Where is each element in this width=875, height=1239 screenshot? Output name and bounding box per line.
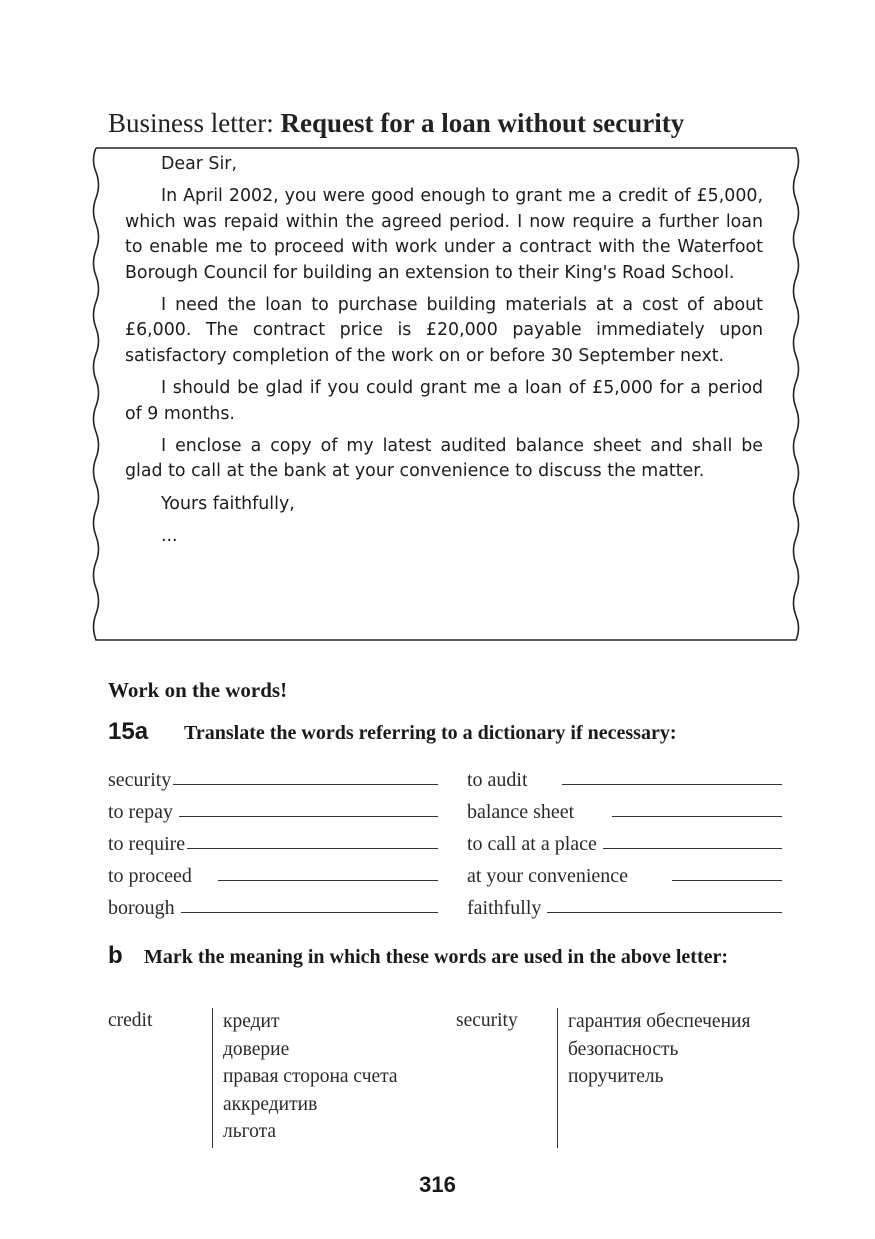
word-row <box>467 856 782 888</box>
meaning-list-credit <box>212 1008 398 1148</box>
answer-blank[interactable] <box>173 784 438 785</box>
answer-blank[interactable] <box>562 784 782 785</box>
exercise-instruction: Mark the meaning in which these words are used in the above letter: <box>144 946 729 968</box>
word-row <box>108 888 438 920</box>
work-section-title: Work on the words! <box>108 678 288 702</box>
word-term: to audit <box>467 769 528 791</box>
meaning-option[interactable]: безопасность <box>568 1038 679 1060</box>
letter-salutation: Dear Sir, <box>161 154 237 174</box>
term-credit: credit <box>108 1010 153 1031</box>
answer-blank[interactable] <box>181 912 438 913</box>
letter-paragraph: I should be glad if you could grant me a loan of £5,000 for a period of 9 months. <box>125 378 763 424</box>
answer-blank[interactable] <box>672 880 782 881</box>
page-title <box>108 108 808 139</box>
title-prefix: Business letter: <box>108 108 281 138</box>
answer-blank[interactable] <box>218 880 438 881</box>
answer-blank[interactable] <box>612 816 782 817</box>
word-term: to require <box>108 833 186 855</box>
meaning-option[interactable]: кредит <box>223 1011 280 1032</box>
word-term: to proceed <box>108 865 192 887</box>
letter-paragraph: I enclose a copy of my latest audited balance sheet and shall be glad to call at the bank at your convenience to discuss the matter. <box>125 436 763 482</box>
letter-paragraph: In April 2002, you were good enough to grant me a credit of £5,000, which was repaid within the agreed period. I now require a further loan to enable me to proceed with work under a contract with the Waterfoot Borough Council for building an extension to their King's Road School. <box>125 186 763 283</box>
letter-paragraph: I need the loan to purchase building materials at a cost of about £6,000. The contract price is £20,000 payable immediately upon satisfactory completion of the work on or before 30 September next. <box>125 295 763 366</box>
answer-blank[interactable] <box>179 816 438 817</box>
word-row <box>108 824 438 856</box>
answer-blank[interactable] <box>187 848 438 849</box>
meaning-option[interactable]: правая сторона счета <box>223 1066 398 1087</box>
word-row <box>467 888 782 920</box>
word-term: faithfully <box>467 897 542 919</box>
word-list-left <box>108 760 438 920</box>
meaning-option[interactable]: доверие <box>223 1038 290 1060</box>
exercise-letter: b <box>108 942 123 969</box>
word-list-right <box>467 760 782 920</box>
letter-body <box>125 152 763 557</box>
letter-closing: Yours faithfully, <box>161 493 295 514</box>
meaning-option[interactable]: поручитель <box>568 1066 664 1087</box>
term-security: security <box>456 1010 518 1031</box>
word-term: to call at a place <box>467 833 597 855</box>
word-row <box>467 760 782 792</box>
title-bold: Request for a loan without security <box>280 108 685 138</box>
meaning-list-security <box>557 1008 750 1148</box>
word-term: security <box>108 769 172 791</box>
letter-ellipsis: ... <box>161 526 178 547</box>
page-number: 316 <box>419 1172 456 1197</box>
word-row <box>467 792 782 824</box>
meaning-option[interactable]: гарантия обеспечения <box>568 1011 751 1032</box>
meaning-option[interactable]: аккредитив <box>223 1093 318 1115</box>
answer-blank[interactable] <box>547 912 782 913</box>
exercise-15a-header <box>108 718 677 746</box>
word-term: to repay <box>108 801 173 823</box>
answer-blank[interactable] <box>603 848 782 849</box>
exercise-15b <box>108 944 784 970</box>
exercise-number: 15a <box>108 718 149 745</box>
exercise-instruction: Translate the words referring to a dictionary if necessary: <box>184 722 677 744</box>
word-term: balance sheet <box>467 801 575 823</box>
word-term: at your convenience <box>467 865 629 887</box>
meaning-option[interactable]: льгота <box>223 1121 277 1142</box>
word-term: borough <box>108 897 175 919</box>
word-row <box>108 856 438 888</box>
word-row <box>108 760 438 792</box>
word-row <box>467 824 782 856</box>
word-row <box>108 792 438 824</box>
